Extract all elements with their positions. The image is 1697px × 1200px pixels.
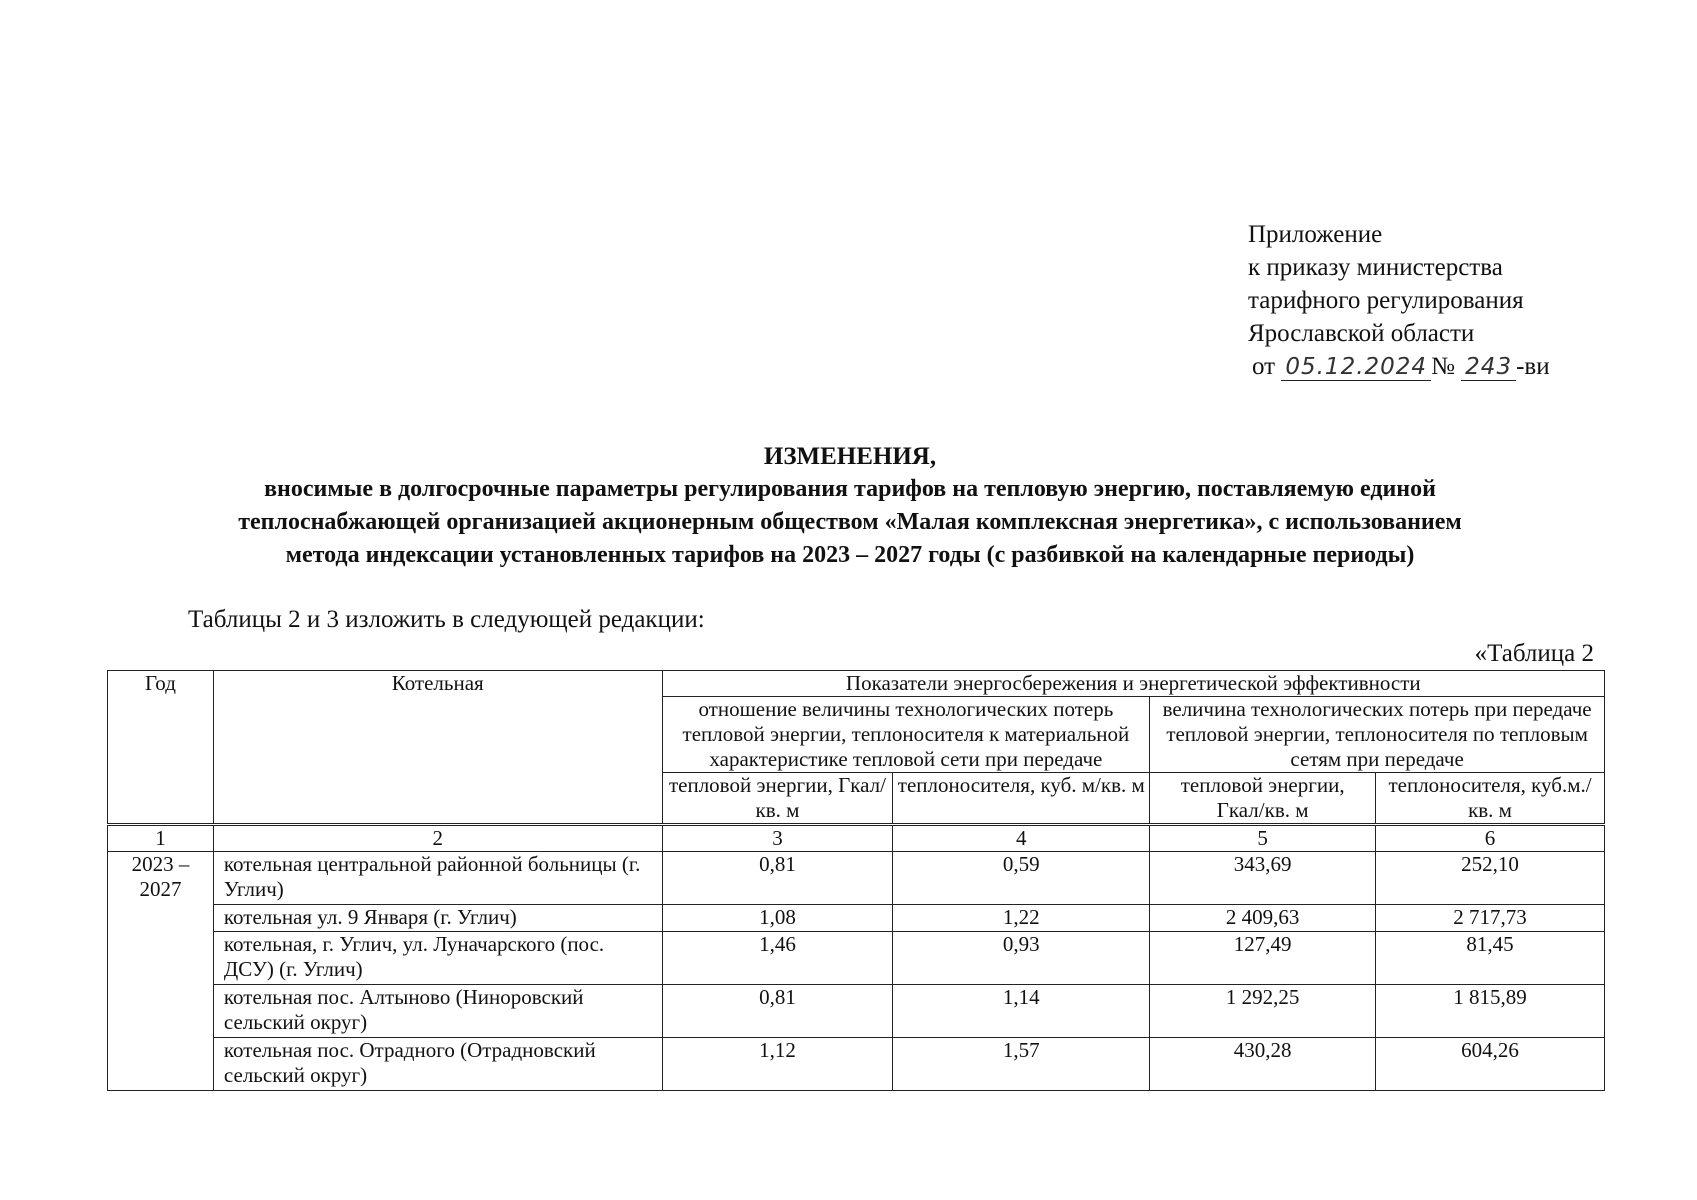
header-col-6: теплоносителя, куб.м./кв. м	[1376, 773, 1605, 825]
value-cell: 1 815,89	[1376, 985, 1605, 1038]
value-cell: 1,46	[662, 932, 893, 985]
annex-number-sign: №	[1431, 353, 1455, 380]
value-cell: 81,45	[1376, 932, 1605, 985]
boiler-name: котельная пос. Алтыново (Ниноровский сельский округ)	[213, 985, 662, 1038]
value-cell: 430,28	[1150, 1038, 1376, 1091]
annex-number: 243	[1461, 354, 1516, 381]
table-label: «Таблица 2	[1474, 640, 1594, 667]
table-row	[108, 905, 1605, 932]
header-indicators-group: Показатели энергосбережения и энергетической эффективности	[662, 671, 1604, 697]
header-col-4: теплоносителя, куб. м/кв. м	[893, 773, 1150, 825]
annex-block	[1248, 218, 1550, 384]
annex-line-4: Ярославской области	[1248, 320, 1475, 347]
value-cell: 2 409,63	[1150, 905, 1376, 932]
value-cell: 1,12	[662, 1038, 893, 1091]
annex-line-2: к приказу министерства	[1248, 254, 1503, 281]
document-heading	[110, 440, 1590, 572]
header-losses-subgroup: величина технологических потерь при передаче тепловой энергии, теплоносителя по тепловым сетям при передаче	[1150, 697, 1605, 773]
table-row	[108, 932, 1605, 985]
value-cell: 2 717,73	[1376, 905, 1605, 932]
column-number: 5	[1150, 825, 1376, 852]
annex-number-suffix: -ви	[1516, 353, 1550, 380]
column-number: 6	[1376, 825, 1605, 852]
annex-line-1: Приложение	[1248, 221, 1383, 248]
header-col-3: тепловой энергии, Гкал/кв. м	[662, 773, 893, 825]
annex-from-prefix: от	[1252, 353, 1276, 380]
indicators-table	[107, 670, 1605, 1091]
boiler-name: котельная пос. Отрадного (Отрадновский сельский округ)	[213, 1038, 662, 1091]
boiler-name: котельная центральной районной больницы (г. Углич)	[213, 852, 662, 905]
value-cell: 0,81	[662, 852, 893, 905]
document-subtitle-line-1: вносимые в долгосрочные параметры регулирования тарифов на тепловую энергию, поставляемую единой	[264, 476, 1436, 502]
table-row	[108, 985, 1605, 1038]
year-range-cell: 2023 – 2027	[108, 852, 214, 1091]
document-subtitle-line-2: теплоснабжающей организацией акционерным обществом «Малая комплексная энергетика», с использованием	[238, 509, 1462, 535]
header-ratio-subgroup: отношение величины технологических потерь тепловой энергии, теплоносителя к материальной характеристике тепловой сети при передаче	[662, 697, 1150, 773]
value-cell: 604,26	[1376, 1038, 1605, 1091]
boiler-name: котельная ул. 9 Января (г. Углич)	[213, 905, 662, 932]
document-title: ИЗМЕНЕНИЯ,	[763, 443, 937, 470]
column-number: 1	[108, 825, 214, 852]
value-cell: 1,08	[662, 905, 893, 932]
value-cell: 1,57	[893, 1038, 1150, 1091]
column-number: 3	[662, 825, 893, 852]
value-cell: 1,14	[893, 985, 1150, 1038]
column-number: 2	[213, 825, 662, 852]
document-subtitle-line-3: метода индексации установленных тарифов на 2023 – 2027 годы (с разбивкой на календарные периоды)	[285, 542, 1415, 568]
annex-line-3: тарифного регулирования	[1248, 287, 1524, 314]
value-cell: 0,59	[893, 852, 1150, 905]
value-cell: 0,81	[662, 985, 893, 1038]
header-year: Год	[108, 671, 214, 825]
header-col-5: тепловой энергии, Гкал/кв. м	[1150, 773, 1376, 825]
boiler-name: котельная, г. Углич, ул. Луначарского (пос. ДСУ) (г. Углич)	[213, 932, 662, 985]
header-boiler: Котельная	[213, 671, 662, 825]
value-cell: 1,22	[893, 905, 1150, 932]
value-cell: 1 292,25	[1150, 985, 1376, 1038]
annex-date: 05.12.2024	[1281, 354, 1431, 381]
intro-text: Таблицы 2 и 3 изложить в следующей редакции:	[188, 606, 705, 633]
table-row	[108, 1038, 1605, 1091]
value-cell: 343,69	[1150, 852, 1376, 905]
value-cell: 0,93	[893, 932, 1150, 985]
value-cell: 127,49	[1150, 932, 1376, 985]
table-row	[108, 852, 1605, 905]
value-cell: 252,10	[1376, 852, 1605, 905]
column-number: 4	[893, 825, 1150, 852]
annex-order-line	[1252, 350, 1550, 384]
